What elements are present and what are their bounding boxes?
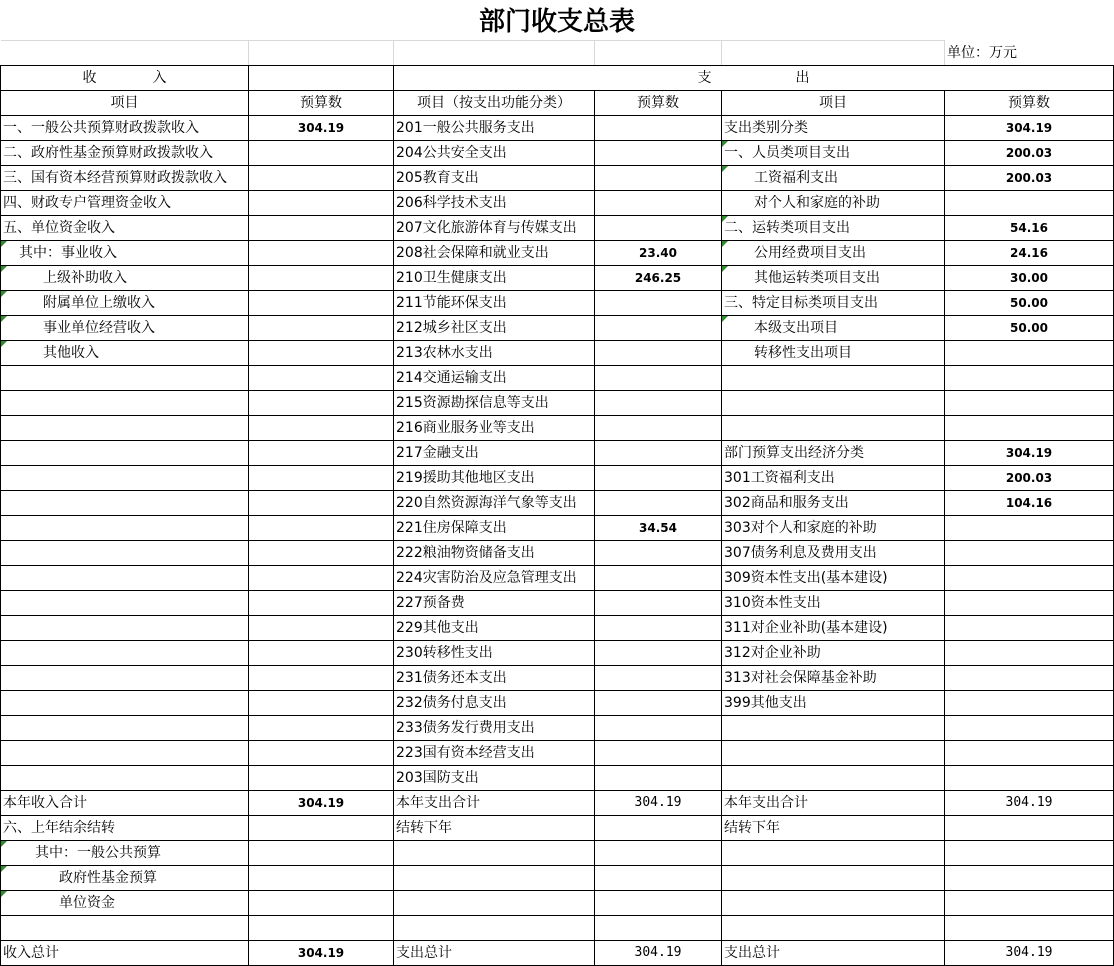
expense-category-item-cell[interactable]: 303对个人和家庭的补助	[722, 516, 945, 541]
table-row	[1, 341, 1114, 366]
expense-category-budget-cell[interactable]	[945, 591, 1114, 616]
table-row	[1, 941, 1114, 966]
col-header-item3: 项目	[722, 91, 945, 116]
expense-category-item-cell[interactable]	[722, 716, 945, 741]
table-row	[1, 516, 1114, 541]
income-item-cell[interactable]	[1, 666, 249, 691]
expense-category-item-cell[interactable]: 一、人员类项目支出	[722, 141, 945, 166]
income-budget-cell[interactable]	[249, 416, 394, 441]
income-budget-cell[interactable]	[249, 216, 394, 241]
expense-category-budget-cell[interactable]: 200.03	[945, 466, 1114, 491]
expense-func-item-cell[interactable]: 233债务发行费用支出	[394, 716, 595, 741]
table-row	[1, 366, 1114, 391]
table-row	[1, 391, 1114, 416]
income-item-cell[interactable]: 本年收入合计	[1, 791, 249, 816]
income-item-cell[interactable]	[1, 366, 249, 391]
expense-category-budget-cell[interactable]	[945, 766, 1114, 791]
income-item-cell[interactable]: 二、政府性基金预算财政拨款收入	[1, 141, 249, 166]
expense-category-budget-cell[interactable]	[945, 691, 1114, 716]
budget-table	[0, 40, 1114, 966]
col-header-budget2: 预算数	[595, 91, 722, 116]
expense-func-item-cell[interactable]: 213农林水支出	[394, 341, 595, 366]
expense-category-budget-cell[interactable]: 50.00	[945, 291, 1114, 316]
income-item-cell[interactable]: 三、国有资本经营预算财政拨款收入	[1, 166, 249, 191]
expense-func-item-cell[interactable]: 206科学技术支出	[394, 191, 595, 216]
expense-category-item-cell[interactable]	[722, 391, 945, 416]
income-budget-cell[interactable]	[249, 141, 394, 166]
income-budget-cell[interactable]	[249, 616, 394, 641]
income-item-cell[interactable]: 其中：事业收入	[1, 241, 249, 266]
expense-func-item-cell[interactable]	[394, 866, 595, 891]
expense-category-budget-cell[interactable]: 104.16	[945, 491, 1114, 516]
expense-category-item-cell[interactable]	[722, 766, 945, 791]
expense-category-budget-cell[interactable]: 24.16	[945, 241, 1114, 266]
expense-category-item-cell[interactable]	[722, 891, 945, 916]
income-budget-cell[interactable]	[249, 266, 394, 291]
income-item-cell[interactable]	[1, 591, 249, 616]
table-row	[1, 416, 1114, 441]
income-budget-cell[interactable]	[249, 166, 394, 191]
table-row	[1, 791, 1114, 816]
expense-category-budget-cell[interactable]: 304.19	[945, 941, 1114, 966]
table-row	[1, 891, 1114, 916]
expense-func-budget-cell[interactable]	[595, 441, 722, 466]
expense-category-item-cell[interactable]: 本级支出项目	[722, 316, 945, 341]
table-row	[1, 816, 1114, 841]
expense-category-item-cell[interactable]: 对个人和家庭的补助	[722, 191, 945, 216]
expense-category-item-cell[interactable]: 312对企业补助	[722, 641, 945, 666]
table-row	[1, 466, 1114, 491]
expense-func-budget-cell[interactable]: 304.19	[595, 941, 722, 966]
expense-func-item-cell[interactable]: 217金融支出	[394, 441, 595, 466]
expense-category-item-cell[interactable]: 399其他支出	[722, 691, 945, 716]
expense-func-item-cell[interactable]: 支出总计	[394, 941, 595, 966]
expense-category-budget-cell[interactable]	[945, 191, 1114, 216]
income-budget-cell[interactable]: 304.19	[249, 941, 394, 966]
income-item-cell[interactable]: 事业单位经营收入	[1, 316, 249, 341]
expense-category-budget-cell[interactable]: 54.16	[945, 216, 1114, 241]
expense-func-budget-cell[interactable]	[595, 641, 722, 666]
expense-func-budget-cell[interactable]	[595, 466, 722, 491]
income-budget-cell[interactable]	[249, 891, 394, 916]
expense-func-item-cell[interactable]: 223国有资本经营支出	[394, 741, 595, 766]
expense-category-budget-cell[interactable]	[945, 516, 1114, 541]
expense-category-item-cell[interactable]: 302商品和服务支出	[722, 491, 945, 516]
table-row	[1, 716, 1114, 741]
expense-category-budget-cell[interactable]	[945, 366, 1114, 391]
expense-func-budget-cell[interactable]: 246.25	[595, 266, 722, 291]
expense-func-item-cell[interactable]: 203国防支出	[394, 766, 595, 791]
income-budget-cell[interactable]	[249, 316, 394, 341]
income-item-cell[interactable]	[1, 441, 249, 466]
expense-category-budget-cell[interactable]: 200.03	[945, 141, 1114, 166]
income-budget-cell[interactable]	[249, 691, 394, 716]
expense-category-item-cell[interactable]	[722, 916, 945, 941]
expense-func-budget-cell[interactable]	[595, 616, 722, 641]
table-row	[1, 266, 1114, 291]
income-budget-cell[interactable]	[249, 191, 394, 216]
income-item-cell[interactable]: 政府性基金预算	[1, 866, 249, 891]
income-budget-cell[interactable]	[249, 491, 394, 516]
expense-func-budget-cell[interactable]	[595, 191, 722, 216]
expense-func-item-cell[interactable]: 231债务还本支出	[394, 666, 595, 691]
expense-func-item-cell[interactable]	[394, 841, 595, 866]
table-row	[1, 141, 1114, 166]
expense-category-budget-cell[interactable]	[945, 641, 1114, 666]
expense-func-budget-cell[interactable]	[595, 841, 722, 866]
expense-category-budget-cell[interactable]	[945, 541, 1114, 566]
expense-func-item-cell[interactable]: 227预备费	[394, 591, 595, 616]
table-row	[1, 216, 1114, 241]
expense-func-budget-cell[interactable]	[595, 141, 722, 166]
income-item-cell[interactable]: 收入总计	[1, 941, 249, 966]
expense-func-item-cell[interactable]: 221住房保障支出	[394, 516, 595, 541]
expense-category-budget-cell[interactable]: 304.19	[945, 441, 1114, 466]
expense-func-item-cell[interactable]	[394, 916, 595, 941]
income-budget-cell[interactable]	[249, 666, 394, 691]
expense-category-item-cell[interactable]: 313对社会保障基金补助	[722, 666, 945, 691]
expense-category-item-cell[interactable]: 公用经费项目支出	[722, 241, 945, 266]
expense-func-item-cell[interactable]: 220自然资源海洋气象等支出	[394, 491, 595, 516]
income-header: 收 入	[1, 66, 249, 91]
expense-func-item-cell[interactable]: 212城乡社区支出	[394, 316, 595, 341]
col-header-budget3: 预算数	[945, 91, 1114, 116]
expense-category-budget-cell[interactable]	[945, 616, 1114, 641]
expense-func-item-cell[interactable]: 205教育支出	[394, 166, 595, 191]
income-item-cell[interactable]: 四、财政专户管理资金收入	[1, 191, 249, 216]
expense-func-budget-cell[interactable]	[595, 116, 722, 141]
expense-func-budget-cell[interactable]	[595, 666, 722, 691]
expense-func-budget-cell[interactable]	[595, 741, 722, 766]
income-budget-cell[interactable]	[249, 716, 394, 741]
expense-category-item-cell[interactable]: 本年支出合计	[722, 791, 945, 816]
expense-category-item-cell[interactable]: 支出总计	[722, 941, 945, 966]
income-item-cell[interactable]: 其中：一般公共预算	[1, 841, 249, 866]
col-header-item-func: 项目（按支出功能分类）	[394, 91, 595, 116]
income-item-cell[interactable]: 上级补助收入	[1, 266, 249, 291]
income-item-cell[interactable]	[1, 716, 249, 741]
expense-func-budget-cell[interactable]	[595, 416, 722, 441]
income-item-cell[interactable]	[1, 916, 249, 941]
table-row	[1, 591, 1114, 616]
expense-func-budget-cell[interactable]: 304.19	[595, 791, 722, 816]
expense-func-budget-cell[interactable]: 23.40	[595, 241, 722, 266]
income-budget-cell[interactable]	[249, 866, 394, 891]
income-budget-cell[interactable]	[249, 541, 394, 566]
income-budget-cell[interactable]	[249, 341, 394, 366]
table-row	[1, 691, 1114, 716]
expense-category-item-cell[interactable]: 311对企业补助(基本建设)	[722, 616, 945, 641]
expense-header: 支 出	[394, 66, 1114, 91]
table-row	[1, 191, 1114, 216]
income-budget-cell[interactable]	[249, 916, 394, 941]
table-row	[1, 641, 1114, 666]
income-item-cell[interactable]	[1, 391, 249, 416]
income-budget-cell[interactable]	[249, 391, 394, 416]
expense-category-budget-cell[interactable]	[945, 341, 1114, 366]
expense-func-item-cell[interactable]: 216商业服务业等支出	[394, 416, 595, 441]
income-item-cell[interactable]	[1, 741, 249, 766]
expense-category-item-cell[interactable]	[722, 366, 945, 391]
income-budget-cell[interactable]	[249, 516, 394, 541]
income-item-cell[interactable]: 五、单位资金收入	[1, 216, 249, 241]
expense-func-budget-cell[interactable]	[595, 816, 722, 841]
unit-row	[1, 41, 1114, 66]
expense-func-budget-cell[interactable]	[595, 891, 722, 916]
expense-func-budget-cell[interactable]	[595, 291, 722, 316]
income-item-cell[interactable]: 单位资金	[1, 891, 249, 916]
expense-category-item-cell[interactable]	[722, 741, 945, 766]
expense-category-budget-cell[interactable]: 50.00	[945, 316, 1114, 341]
column-header-row	[1, 91, 1114, 116]
income-item-cell[interactable]: 其他收入	[1, 341, 249, 366]
unit-label: 单位：万元	[945, 41, 1114, 66]
expense-category-budget-cell[interactable]	[945, 666, 1114, 691]
table-row	[1, 616, 1114, 641]
income-item-cell[interactable]: 六、上年结余结转	[1, 816, 249, 841]
expense-func-item-cell[interactable]: 232债务付息支出	[394, 691, 595, 716]
expense-category-item-cell[interactable]: 二、运转类项目支出	[722, 216, 945, 241]
expense-func-budget-cell[interactable]	[595, 716, 722, 741]
income-budget-cell[interactable]	[249, 591, 394, 616]
income-budget-cell[interactable]	[249, 741, 394, 766]
expense-category-item-cell[interactable]	[722, 416, 945, 441]
expense-category-budget-cell[interactable]	[945, 916, 1114, 941]
income-budget-cell[interactable]	[249, 441, 394, 466]
expense-category-budget-cell[interactable]: 304.19	[945, 791, 1114, 816]
income-item-cell[interactable]	[1, 541, 249, 566]
expense-func-item-cell[interactable]: 本年支出合计	[394, 791, 595, 816]
expense-category-item-cell[interactable]: 工资福利支出	[722, 166, 945, 191]
expense-func-item-cell[interactable]: 222粮油物资储备支出	[394, 541, 595, 566]
income-item-cell[interactable]	[1, 766, 249, 791]
page-title: 部门收支总表	[478, 7, 635, 37]
expense-func-budget-cell[interactable]	[595, 866, 722, 891]
income-item-cell[interactable]	[1, 491, 249, 516]
table-row	[1, 916, 1114, 941]
expense-func-item-cell[interactable]: 207文化旅游体育与传媒支出	[394, 216, 595, 241]
income-budget-cell[interactable]: 304.19	[249, 791, 394, 816]
table-row	[1, 316, 1114, 341]
table-row	[1, 116, 1114, 141]
expense-category-item-cell[interactable]	[722, 841, 945, 866]
expense-func-item-cell[interactable]: 215资源勘探信息等支出	[394, 391, 595, 416]
expense-category-item-cell[interactable]: 结转下年	[722, 816, 945, 841]
income-item-cell[interactable]	[1, 516, 249, 541]
expense-func-budget-cell[interactable]	[595, 491, 722, 516]
table-row	[1, 441, 1114, 466]
expense-func-budget-cell[interactable]	[595, 391, 722, 416]
expense-category-item-cell[interactable]: 支出类别分类	[722, 116, 945, 141]
table-row	[1, 541, 1114, 566]
income-item-cell[interactable]	[1, 641, 249, 666]
expense-func-budget-cell[interactable]	[595, 766, 722, 791]
income-item-cell[interactable]	[1, 691, 249, 716]
expense-func-item-cell[interactable]: 219援助其他地区支出	[394, 466, 595, 491]
expense-category-budget-cell[interactable]	[945, 416, 1114, 441]
expense-category-budget-cell[interactable]: 30.00	[945, 266, 1114, 291]
expense-func-item-cell[interactable]: 201一般公共服务支出	[394, 116, 595, 141]
expense-func-budget-cell[interactable]	[595, 916, 722, 941]
expense-category-item-cell[interactable]: 309资本性支出(基本建设)	[722, 566, 945, 591]
expense-category-item-cell[interactable]: 301工资福利支出	[722, 466, 945, 491]
table-row	[1, 741, 1114, 766]
expense-func-item-cell[interactable]: 结转下年	[394, 816, 595, 841]
income-budget-cell[interactable]	[249, 766, 394, 791]
income-budget-cell[interactable]	[249, 291, 394, 316]
expense-category-item-cell[interactable]: 其他运转类项目支出	[722, 266, 945, 291]
table-row	[1, 291, 1114, 316]
income-budget-cell[interactable]	[249, 816, 394, 841]
expense-func-item-cell[interactable]: 230转移性支出	[394, 641, 595, 666]
expense-category-budget-cell[interactable]	[945, 891, 1114, 916]
income-budget-cell[interactable]	[249, 241, 394, 266]
table-row	[1, 166, 1114, 191]
income-budget-cell[interactable]	[249, 466, 394, 491]
income-budget-cell[interactable]	[249, 841, 394, 866]
expense-category-budget-cell[interactable]	[945, 866, 1114, 891]
expense-func-budget-cell[interactable]: 34.54	[595, 516, 722, 541]
expense-category-budget-cell[interactable]: 304.19	[945, 116, 1114, 141]
income-budget-cell[interactable]	[249, 641, 394, 666]
expense-category-budget-cell[interactable]	[945, 816, 1114, 841]
expense-category-budget-cell[interactable]	[945, 716, 1114, 741]
expense-category-budget-cell[interactable]	[945, 391, 1114, 416]
expense-category-item-cell[interactable]	[722, 866, 945, 891]
expense-category-budget-cell[interactable]	[945, 741, 1114, 766]
table-row	[1, 566, 1114, 591]
expense-func-item-cell[interactable]: 214交通运输支出	[394, 366, 595, 391]
income-item-cell[interactable]	[1, 566, 249, 591]
expense-func-item-cell[interactable]: 229其他支出	[394, 616, 595, 641]
income-item-cell[interactable]	[1, 416, 249, 441]
income-budget-cell[interactable]	[249, 566, 394, 591]
table-row	[1, 666, 1114, 691]
expense-func-budget-cell[interactable]	[595, 566, 722, 591]
expense-func-budget-cell[interactable]	[595, 166, 722, 191]
expense-func-item-cell[interactable]: 211节能环保支出	[394, 291, 595, 316]
section-header-row	[1, 66, 1114, 91]
expense-func-item-cell[interactable]: 208社会保障和就业支出	[394, 241, 595, 266]
expense-category-item-cell[interactable]: 转移性支出项目	[722, 341, 945, 366]
expense-category-item-cell[interactable]: 三、特定目标类项目支出	[722, 291, 945, 316]
expense-func-budget-cell[interactable]	[595, 341, 722, 366]
table-row	[1, 241, 1114, 266]
expense-func-budget-cell[interactable]	[595, 216, 722, 241]
expense-category-budget-cell[interactable]	[945, 841, 1114, 866]
income-budget-cell[interactable]: 304.19	[249, 116, 394, 141]
expense-category-item-cell[interactable]: 部门预算支出经济分类	[722, 441, 945, 466]
expense-category-budget-cell[interactable]: 200.03	[945, 166, 1114, 191]
table-row	[1, 866, 1114, 891]
col-header-item: 项目	[1, 91, 249, 116]
expense-category-item-cell[interactable]: 307债务利息及费用支出	[722, 541, 945, 566]
income-item-cell[interactable]	[1, 466, 249, 491]
income-item-cell[interactable]	[1, 616, 249, 641]
expense-category-item-cell[interactable]: 310资本性支出	[722, 591, 945, 616]
expense-func-item-cell[interactable]: 210卫生健康支出	[394, 266, 595, 291]
table-row	[1, 766, 1114, 791]
expense-func-budget-cell[interactable]	[595, 366, 722, 391]
expense-func-budget-cell[interactable]	[595, 316, 722, 341]
income-item-cell[interactable]: 一、一般公共预算财政拨款收入	[1, 116, 249, 141]
table-row	[1, 491, 1114, 516]
expense-func-item-cell[interactable]: 204公共安全支出	[394, 141, 595, 166]
expense-func-budget-cell[interactable]	[595, 591, 722, 616]
expense-func-budget-cell[interactable]	[595, 691, 722, 716]
expense-func-item-cell[interactable]: 224灾害防治及应急管理支出	[394, 566, 595, 591]
col-header-budget: 预算数	[249, 91, 394, 116]
expense-category-budget-cell[interactable]	[945, 566, 1114, 591]
income-budget-cell[interactable]	[249, 366, 394, 391]
expense-func-budget-cell[interactable]	[595, 541, 722, 566]
expense-func-item-cell[interactable]	[394, 891, 595, 916]
income-item-cell[interactable]: 附属单位上缴收入	[1, 291, 249, 316]
table-row	[1, 841, 1114, 866]
